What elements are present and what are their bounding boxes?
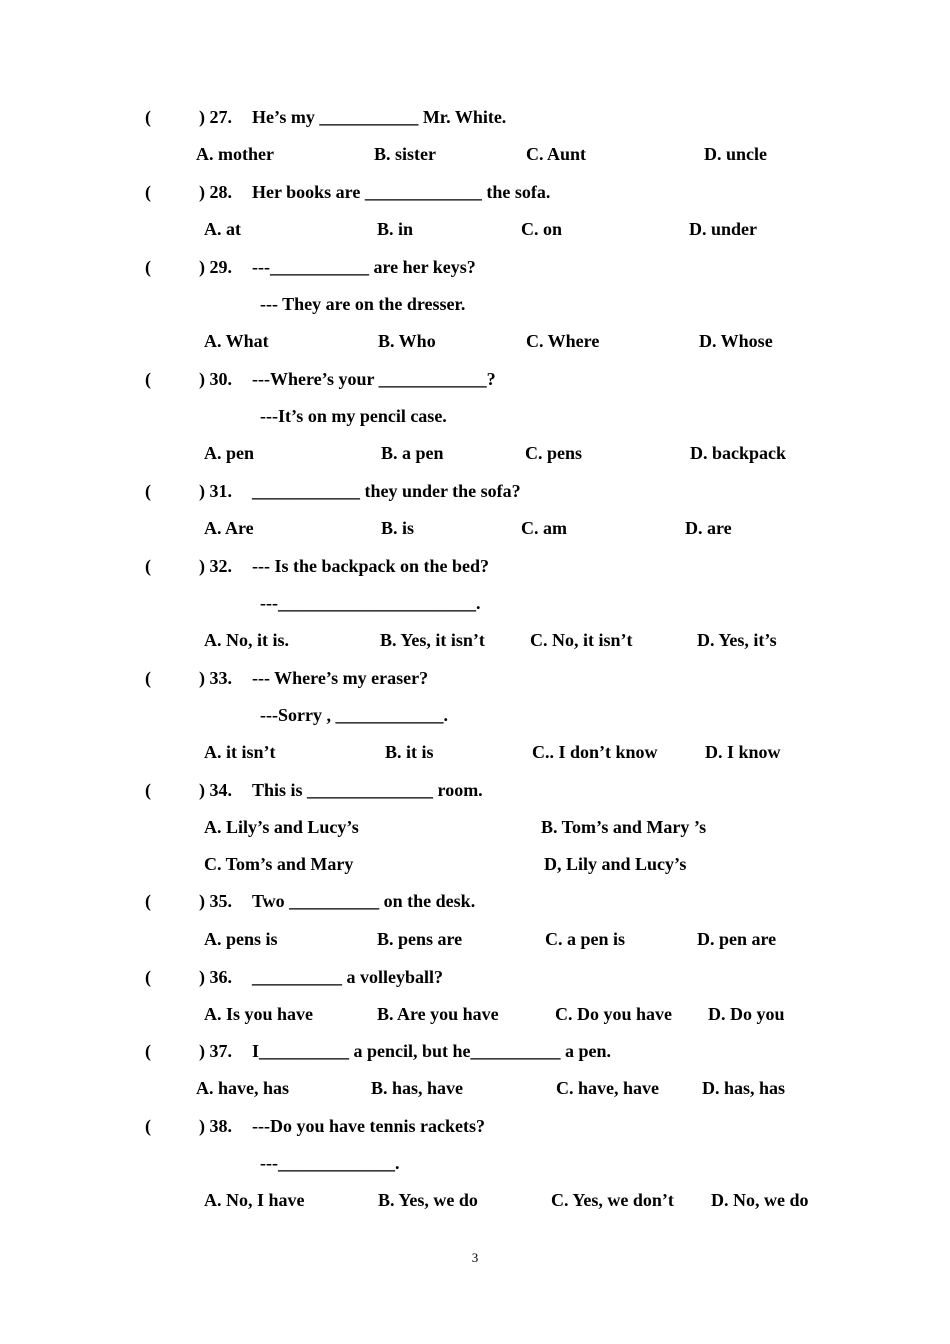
answer-option[interactable]: C. on: [521, 219, 563, 239]
answer-option[interactable]: D, Lily and Lucy’s: [544, 854, 687, 874]
answer-option[interactable]: C. Aunt: [526, 144, 587, 164]
answer-option[interactable]: D. Yes, it’s: [697, 630, 777, 650]
answer-option[interactable]: D. No, we do: [711, 1190, 809, 1210]
answer-bracket: (: [145, 668, 151, 688]
answer-option[interactable]: A. pen: [204, 443, 255, 463]
answer-bracket: (: [145, 967, 151, 987]
question-stem: Two __________ on the desk.: [252, 891, 476, 911]
question-number: ) 34.: [199, 780, 232, 800]
question-number: ) 28.: [199, 182, 232, 202]
answer-bracket: (: [145, 1116, 151, 1136]
answer-option[interactable]: D. pen are: [697, 929, 777, 949]
answer-bracket: (: [145, 891, 151, 911]
answer-option[interactable]: C.. I don’t know: [532, 742, 658, 762]
question-stem: ____________ they under the sofa?: [252, 481, 521, 501]
answer-bracket: (: [145, 780, 151, 800]
answer-option[interactable]: D. Do you: [708, 1004, 785, 1024]
answer-option[interactable]: A. No, it is.: [204, 630, 289, 650]
question-number: ) 30.: [199, 369, 232, 389]
answer-option[interactable]: D. uncle: [704, 144, 767, 164]
question-stem: --- Where’s my eraser?: [252, 668, 429, 688]
answer-option[interactable]: C. a pen is: [545, 929, 626, 949]
answer-option[interactable]: D. has, has: [702, 1078, 786, 1098]
answer-option[interactable]: C. pens: [525, 443, 583, 463]
answer-option[interactable]: A. Lily’s and Lucy’s: [204, 817, 359, 837]
answer-bracket: (: [145, 481, 151, 501]
question-number: ) 31.: [199, 481, 232, 501]
question-stem: __________ a volleyball?: [252, 967, 444, 987]
answer-option[interactable]: C. am: [521, 518, 567, 538]
answer-option[interactable]: A. have, has: [196, 1078, 290, 1098]
question-number: ) 29.: [199, 257, 232, 277]
answer-bracket: (: [145, 257, 151, 277]
answer-bracket: (: [145, 556, 151, 576]
answer-option[interactable]: B. Tom’s and Mary ’s: [541, 817, 707, 837]
answer-bracket: (: [145, 369, 151, 389]
answer-option[interactable]: C. Do you have: [555, 1004, 673, 1024]
question-number: ) 35.: [199, 891, 232, 911]
page-number: 3: [471, 1250, 479, 1265]
answer-option[interactable]: A. Is you have: [204, 1004, 314, 1024]
answer-option[interactable]: B. pens are: [377, 929, 463, 949]
question-number: ) 36.: [199, 967, 232, 987]
answer-option[interactable]: A. What: [204, 331, 269, 351]
answer-option[interactable]: C. Yes, we don’t: [551, 1190, 674, 1210]
question-number: ) 32.: [199, 556, 232, 576]
question-reply: ---______________________.: [260, 593, 481, 613]
question-stem: I__________ a pencil, but he__________ a pen.: [252, 1041, 612, 1061]
question-reply: ---It’s on my pencil case.: [260, 406, 447, 426]
answer-option[interactable]: A. pens is: [204, 929, 278, 949]
question-reply: --- They are on the dresser.: [260, 294, 466, 314]
answer-option[interactable]: B. sister: [374, 144, 436, 164]
question-stem: This is ______________ room.: [252, 780, 483, 800]
answer-option[interactable]: A. Are: [204, 518, 254, 538]
answer-option[interactable]: B. Yes, we do: [378, 1190, 478, 1210]
question-reply: ---Sorry , ____________.: [260, 705, 448, 725]
question-stem: ---Where’s your ____________?: [252, 369, 496, 389]
answer-bracket: (: [145, 1041, 151, 1061]
answer-option[interactable]: A. mother: [196, 144, 274, 164]
answer-option[interactable]: C. Where: [526, 331, 600, 351]
answer-option[interactable]: D. Whose: [699, 331, 773, 351]
answer-option[interactable]: D. under: [689, 219, 758, 239]
question-number: ) 27.: [199, 107, 232, 127]
answer-option[interactable]: A. it isn’t: [204, 742, 276, 762]
answer-option[interactable]: B. in: [377, 219, 414, 239]
answer-option[interactable]: C. No, it isn’t: [530, 630, 633, 650]
answer-option[interactable]: B. Are you have: [377, 1004, 499, 1024]
answer-option[interactable]: B. a pen: [381, 443, 444, 463]
answer-option[interactable]: D. are: [685, 518, 732, 538]
answer-bracket: (: [145, 107, 151, 127]
answer-option[interactable]: C. have, have: [556, 1078, 659, 1098]
answer-bracket: (: [145, 182, 151, 202]
question-stem: ---Do you have tennis rackets?: [252, 1116, 485, 1136]
question-stem: --- Is the backpack on the bed?: [252, 556, 490, 576]
answer-option[interactable]: B. Who: [378, 331, 436, 351]
answer-option[interactable]: B. it is: [385, 742, 434, 762]
answer-option[interactable]: A. No, I have: [204, 1190, 305, 1210]
answer-option[interactable]: C. Tom’s and Mary: [204, 854, 354, 874]
answer-option[interactable]: A. at: [204, 219, 241, 239]
question-stem: ---___________ are her keys?: [252, 257, 476, 277]
answer-option[interactable]: B. Yes, it isn’t: [380, 630, 485, 650]
answer-option[interactable]: D. I know: [705, 742, 781, 762]
question-stem: Her books are _____________ the sofa.: [252, 182, 551, 202]
answer-option[interactable]: D. backpack: [690, 443, 787, 463]
answer-option[interactable]: B. has, have: [371, 1078, 464, 1098]
question-number: ) 38.: [199, 1116, 232, 1136]
question-number: ) 33.: [199, 668, 232, 688]
question-number: ) 37.: [199, 1041, 232, 1061]
question-reply: ---_____________.: [260, 1153, 400, 1173]
question-stem: He’s my ___________ Mr. White.: [252, 107, 507, 127]
answer-option[interactable]: B. is: [381, 518, 415, 538]
